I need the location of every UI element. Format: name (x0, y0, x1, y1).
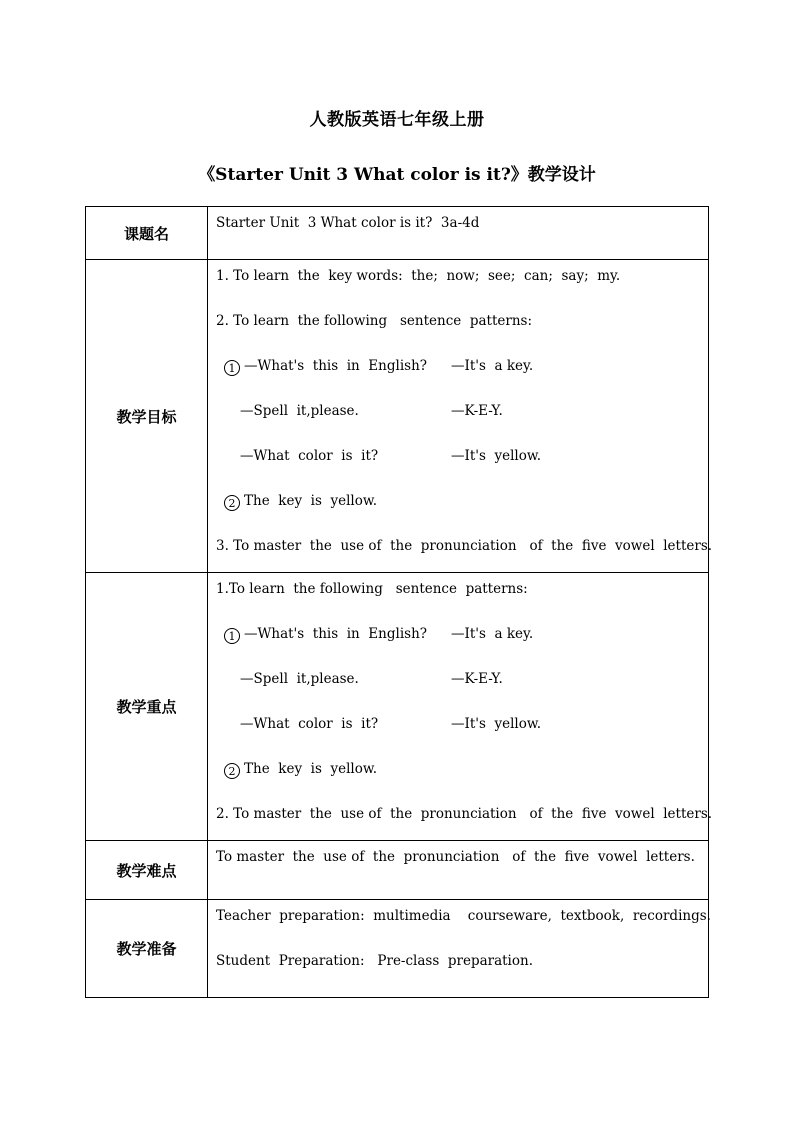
table-row-objectives (86, 260, 709, 573)
sentence-2-line (216, 761, 700, 806)
key-point-line-1: 1.To learn the following sentence patterns: (216, 581, 528, 597)
objectives-label: 教学目标 (86, 260, 208, 573)
difficulties-label: 教学难点 (86, 841, 208, 900)
answer-2: —K-E-Y. (451, 403, 503, 419)
table-row-key-points (86, 573, 709, 841)
lesson-plan-table (85, 206, 713, 998)
objective-line-3: 3. To master the use of the pronunciation of the five vowel letters. (216, 538, 713, 554)
question-3: —What color is it? (240, 716, 379, 732)
answer-3: —It's yellow. (451, 716, 542, 732)
table-row-preparation (86, 900, 709, 998)
objective-line-1: 1. To learn the key words: the; now; see; can; say; my. (216, 268, 621, 284)
objective-line-2: 2. To learn the following sentence patterns: (216, 313, 533, 329)
question-3: —What color is it? (240, 448, 379, 464)
dialogue-pair-1 (216, 358, 700, 403)
answer-2: —K-E-Y. (451, 671, 503, 687)
difficulties-cell (208, 841, 709, 900)
dialogue-pair-3 (216, 716, 700, 761)
key-points-cell (208, 573, 713, 841)
topic-cell (208, 207, 709, 260)
table-row-topic (86, 207, 709, 260)
topic-label: 课题名 (86, 207, 208, 260)
circled-number-1: 1 (224, 360, 240, 376)
question-1: —What's this in English? (244, 626, 427, 642)
question-2: —Spell it,please. (240, 671, 359, 687)
document-subtitle: 《Starter Unit 3 What color is it?》教学设计 (198, 165, 596, 185)
dialogue-pair-3 (216, 448, 700, 493)
answer-3: —It's yellow. (451, 448, 542, 464)
answer-1: —It's a key. (451, 358, 534, 374)
circled-number-1: 1 (224, 628, 240, 644)
teacher-preparation: Teacher preparation: multimedia courseware, textbook, recordings. (216, 908, 711, 924)
difficulties-text: To master the use of the pronunciation of the five vowel letters. (216, 849, 695, 865)
document-title: 人教版英语七年级上册 (309, 110, 485, 130)
circled-number-2: 2 (224, 763, 240, 779)
sentence-2-line (216, 493, 700, 538)
preparation-label: 教学准备 (86, 900, 208, 998)
sentence-2: The key is yellow. (244, 761, 378, 777)
preparation-cell (208, 900, 709, 998)
dialogue-pair-2 (216, 403, 700, 448)
question-2: —Spell it,please. (240, 403, 359, 419)
circled-number-2: 2 (224, 495, 240, 511)
dialogue-pair-1 (216, 626, 700, 671)
answer-1: —It's a key. (451, 626, 534, 642)
topic-text: Starter Unit 3 What color is it? 3a-4d (216, 215, 480, 231)
sentence-2: The key is yellow. (244, 493, 378, 509)
dialogue-pair-2 (216, 671, 700, 716)
key-points-label: 教学重点 (86, 573, 208, 841)
student-preparation: Student Preparation: Pre-class preparation. (216, 953, 533, 969)
objectives-cell (208, 260, 713, 573)
table-row-difficulties (86, 841, 709, 900)
key-point-line-2: 2. To master the use of the pronunciation of the five vowel letters. (216, 806, 713, 822)
question-1: —What's this in English? (244, 358, 427, 374)
